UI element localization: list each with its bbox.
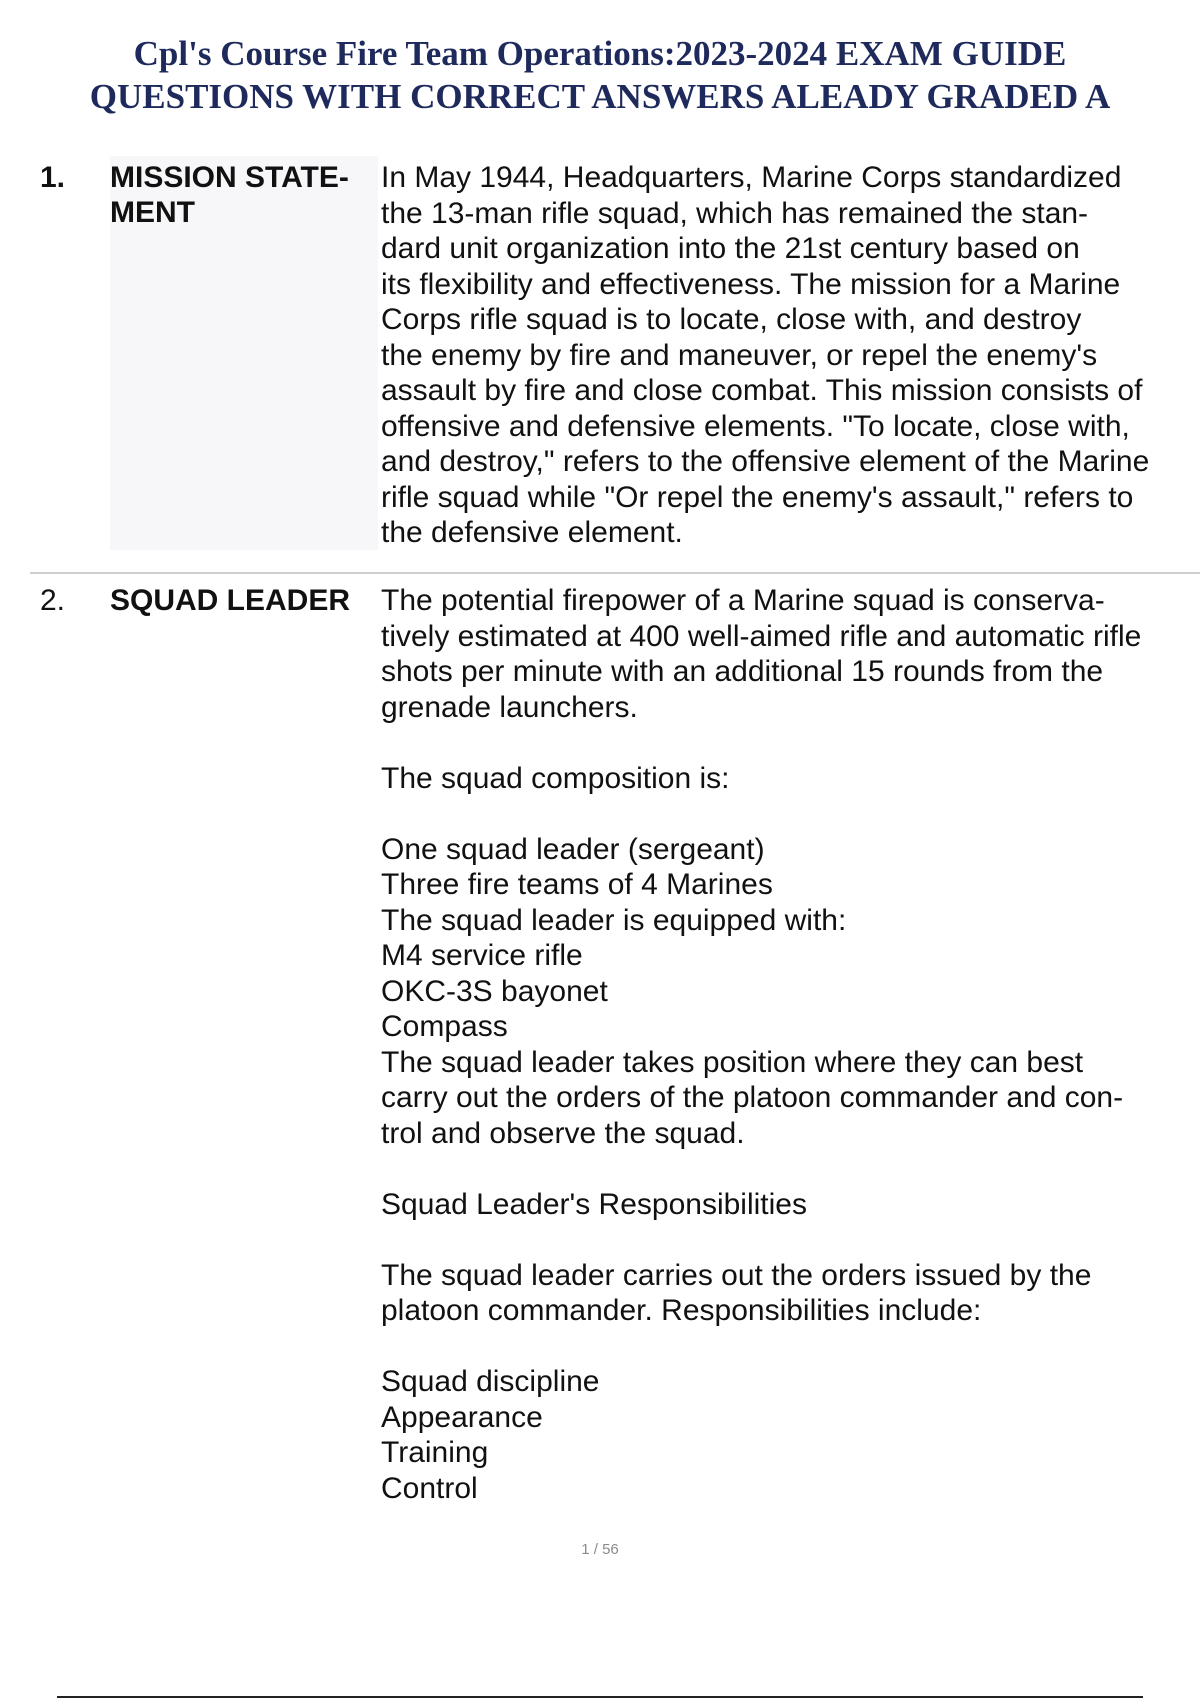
card-number: 2. [40,584,66,617]
card-number: 1. [40,161,66,194]
card-term: SQUAD LEADER [110,584,351,617]
card-divider [30,572,1200,574]
page-indicator: 1 / 56 [581,1541,619,1558]
document-title-line-1: Cpl's Course Fire Team Operations:2023-2024 EXAM GUIDE [133,34,1067,73]
card-definition: In May 1944, Headquarters, Marine Corps standardized the 13-man rifle squad, which has remained the stan- dard unit organization into the 21st century based on its flexibility and effectiveness. The mission for a Marine Corps rifle squad is to locate, close with, and destroy the enemy by fire and maneuver, or repel the enemy's assault by fire and close combat. This mission consists of offensive and defensive elements. "To locate, close with, and destroy," refers to the offensive element of the Marine rifle squad while "Or repel the enemy's assault," refers to the defensive element. [381,161,1150,549]
card-definition: The potential firepower of a Marine squad is conserva- tively estimated at 400 well-aimed rifle and automatic rifle shots per minute with an additional 15 rounds from the grenade launchers. The squad composition is: One squad leader (sergeant) Three fire teams of 4 Marines The squad leader is equipped with: M4 service rifle OKC-3S bayonet Compass The squad leader takes position where they can best carry out the orders of the platoon commander and con- trol and observe the squad. Squad Leader's Responsibilities The squad leader carries out the orders issued by the platoon commander. Responsibilities include: Squad discipline Appearance Training Control [381,584,1142,1505]
card-term: MISSION STATE- MENT [110,161,349,229]
footer-rule [57,1696,1143,1698]
document-title [30,32,1170,118]
document-title-line-2: QUESTIONS WITH CORRECT ANSWERS ALEADY GRADED A [89,77,1111,116]
